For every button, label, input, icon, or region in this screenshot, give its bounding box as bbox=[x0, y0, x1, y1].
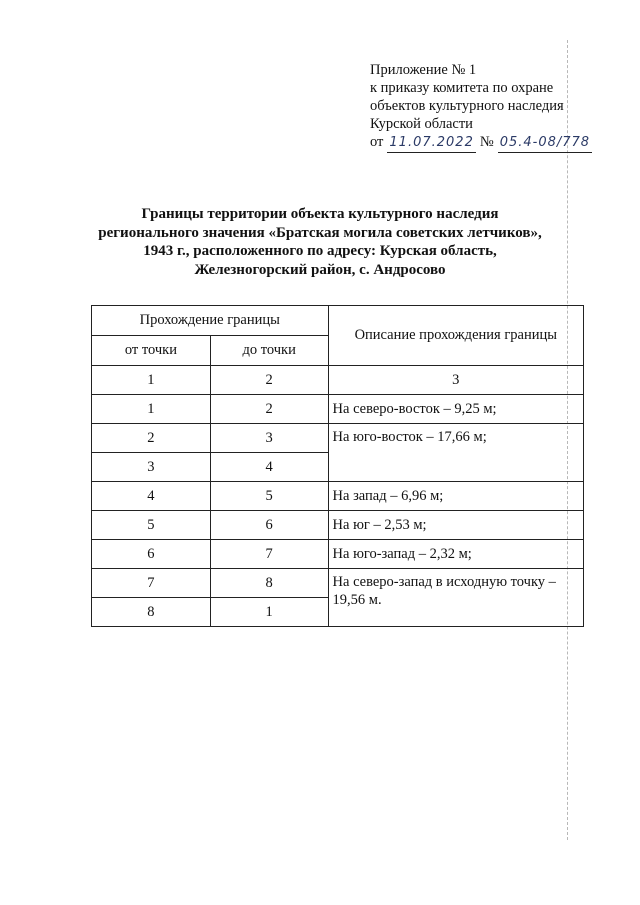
boundary-description: На северо-восток – 9,25 м; bbox=[328, 395, 583, 424]
appendix-header bbox=[370, 61, 590, 153]
to-point: 6 bbox=[210, 511, 328, 540]
table-row bbox=[92, 569, 584, 598]
table-row bbox=[92, 395, 584, 424]
boundary-description: На запад – 6,96 м; bbox=[328, 482, 583, 511]
from-point: 7 bbox=[92, 569, 211, 598]
order-number: 05.4-08/778 bbox=[498, 134, 592, 153]
from-point: 3 bbox=[92, 453, 211, 482]
table-row bbox=[92, 482, 584, 511]
table-row bbox=[92, 540, 584, 569]
table-row bbox=[92, 511, 584, 540]
boundary-description: На юго-восток – 17,66 м; bbox=[328, 424, 583, 482]
from-point: 5 bbox=[92, 511, 211, 540]
order-reference: к приказу комитета по охране bbox=[370, 80, 554, 96]
order-date: 11.07.2022 bbox=[387, 134, 475, 153]
column-number: 2 bbox=[210, 366, 328, 395]
table-header-row bbox=[92, 306, 584, 336]
to-point: 5 bbox=[210, 482, 328, 511]
document-title bbox=[60, 205, 580, 279]
boundary-description: На северо-запад в исходную точку – 19,56 м. bbox=[328, 569, 583, 627]
title-line-3: 1943 г., расположенного по адресу: Курская область, bbox=[143, 243, 497, 259]
from-point: 1 bbox=[92, 395, 211, 424]
to-point: 4 bbox=[210, 453, 328, 482]
column-numbering-row bbox=[92, 366, 584, 395]
header-from-point: от точки bbox=[92, 336, 211, 366]
title-line-4: Железногорский район, с. Андросово bbox=[194, 261, 446, 278]
number-prefix: № bbox=[479, 134, 494, 150]
from-point: 6 bbox=[92, 540, 211, 569]
from-point: 8 bbox=[92, 598, 211, 627]
order-date-number bbox=[370, 133, 590, 153]
to-point: 1 bbox=[210, 598, 328, 627]
to-point: 8 bbox=[210, 569, 328, 598]
date-prefix: от bbox=[370, 134, 384, 150]
header-description: Описание прохождения границы bbox=[328, 306, 583, 366]
column-number: 1 bbox=[92, 366, 211, 395]
from-point: 4 bbox=[92, 482, 211, 511]
header-to-point: до точки bbox=[210, 336, 328, 366]
boundary-description: На юг – 2,53 м; bbox=[328, 511, 583, 540]
appendix-label: Приложение № 1 bbox=[370, 62, 477, 78]
title-line-1: Границы территории объекта культурного наследия bbox=[141, 206, 499, 222]
to-point: 3 bbox=[210, 424, 328, 453]
region-name: Курской области bbox=[370, 116, 473, 132]
boundary-description: На юго-запад – 2,32 м; bbox=[328, 540, 583, 569]
column-number: 3 bbox=[328, 366, 583, 395]
header-boundary-passage: Прохождение границы bbox=[92, 306, 329, 336]
to-point: 2 bbox=[210, 395, 328, 424]
boundary-table bbox=[91, 305, 584, 627]
committee-name: объектов культурного наследия bbox=[370, 98, 564, 114]
to-point: 7 bbox=[210, 540, 328, 569]
from-point: 2 bbox=[92, 424, 211, 453]
table-row bbox=[92, 424, 584, 453]
title-line-2: регионального значения «Братская могила советских летчиков», bbox=[98, 224, 542, 241]
